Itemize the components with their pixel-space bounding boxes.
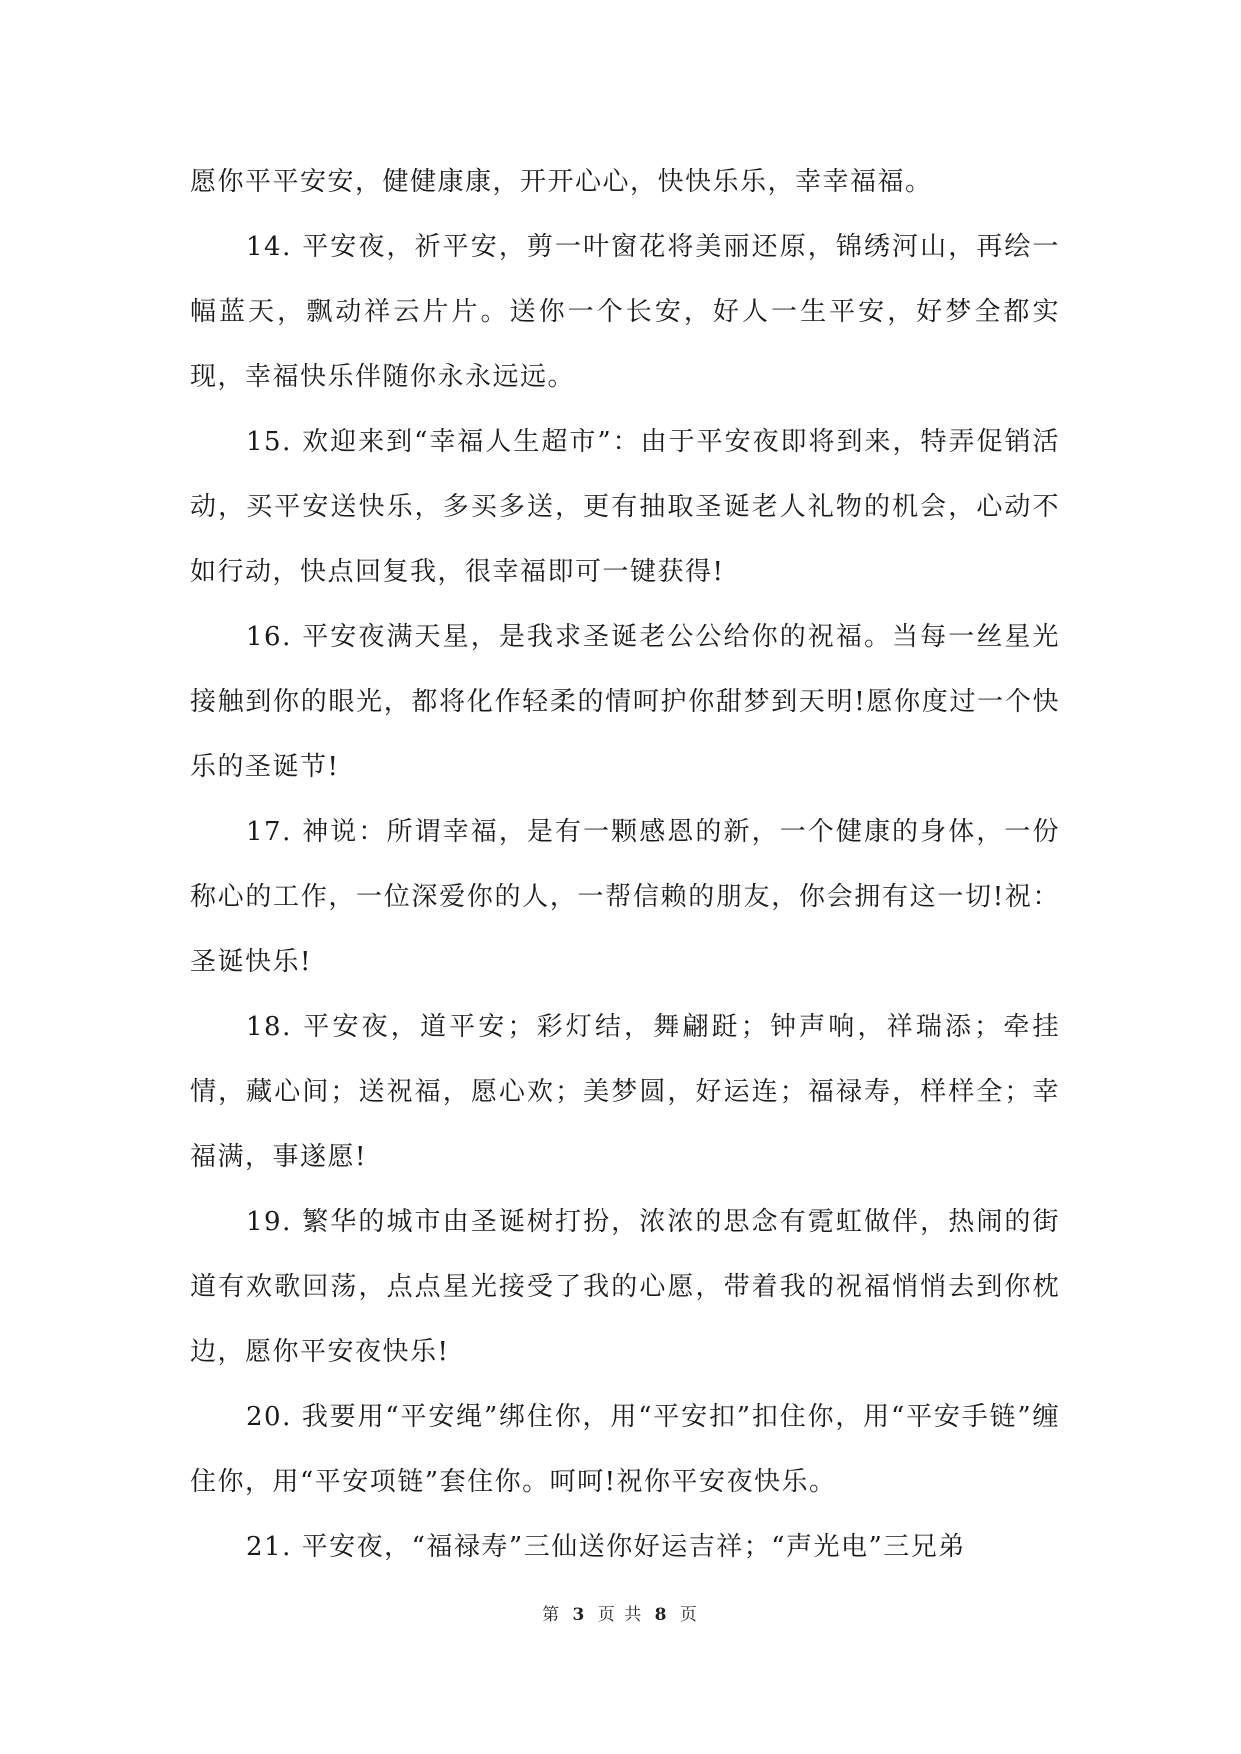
footer-middle: 页 共	[597, 1605, 644, 1625]
paragraph-17: 17. 神说：所谓幸福，是有一颗感恩的新，一个健康的身体，一份称心的工作，一位深爱你的人，一帮信赖的朋友，你会拥有这一切!祝：圣诞快乐!	[190, 817, 1060, 977]
paragraph-14: 14. 平安夜，祈平安，剪一叶窗花将美丽还原，锦绣河山，再绘一幅蓝天，飘动祥云片片。送你一个长安，好人一生平安，好梦全都实现，幸福快乐伴随你永永远远。	[190, 232, 1060, 392]
page-footer	[0, 1600, 1241, 1625]
paragraph-18: 18. 平安夜，道平安；彩灯结，舞翩跹；钟声响，祥瑞添；牵挂情，藏心间；送祝福，愿心欢；美梦圆，好运连；福禄寿，样样全；幸福满，事遂愿!	[190, 1012, 1060, 1172]
paragraph-20: 20. 我要用“平安绳”绑住你，用“平安扣”扣住你，用“平安手链”缠住你，用“平安项链”套住你。呵呵!祝你平安夜快乐。	[190, 1402, 1060, 1497]
document-body	[190, 150, 1060, 1580]
paragraph-21: 21. 平安夜，“福禄寿”三仙送你好运吉祥；“声光电”三兄弟	[246, 1532, 966, 1562]
paragraph-15: 15. 欢迎来到“幸福人生超市”：由于平安夜即将到来，特弄促销活动，买平安送快乐，多买多送，更有抽取圣诞老人礼物的机会，心动不如行动，快点回复我，很幸福即可一键获得!	[190, 427, 1060, 587]
paragraph-16: 16. 平安夜满天星，是我求圣诞老公公给你的祝福。当每一丝星光接触到你的眼光，都将化作轻柔的情呵护你甜梦到天明!愿你度过一个快乐的圣诞节!	[190, 622, 1060, 782]
footer-suffix: 页	[679, 1605, 699, 1625]
footer-prefix: 第	[542, 1605, 562, 1625]
paragraph-19: 19. 繁华的城市由圣诞树打扮，浓浓的思念有霓虹做伴，热闹的街道有欢歌回荡，点点星光接受了我的心愿，带着我的祝福悄悄去到你枕边，愿你平安夜快乐!	[190, 1207, 1060, 1367]
footer-total-pages: 8	[654, 1605, 669, 1625]
paragraph-continuation: 愿你平平安安，健健康康，开开心心，快快乐乐，幸幸福福。	[190, 167, 933, 197]
footer-current-page: 3	[572, 1605, 587, 1625]
